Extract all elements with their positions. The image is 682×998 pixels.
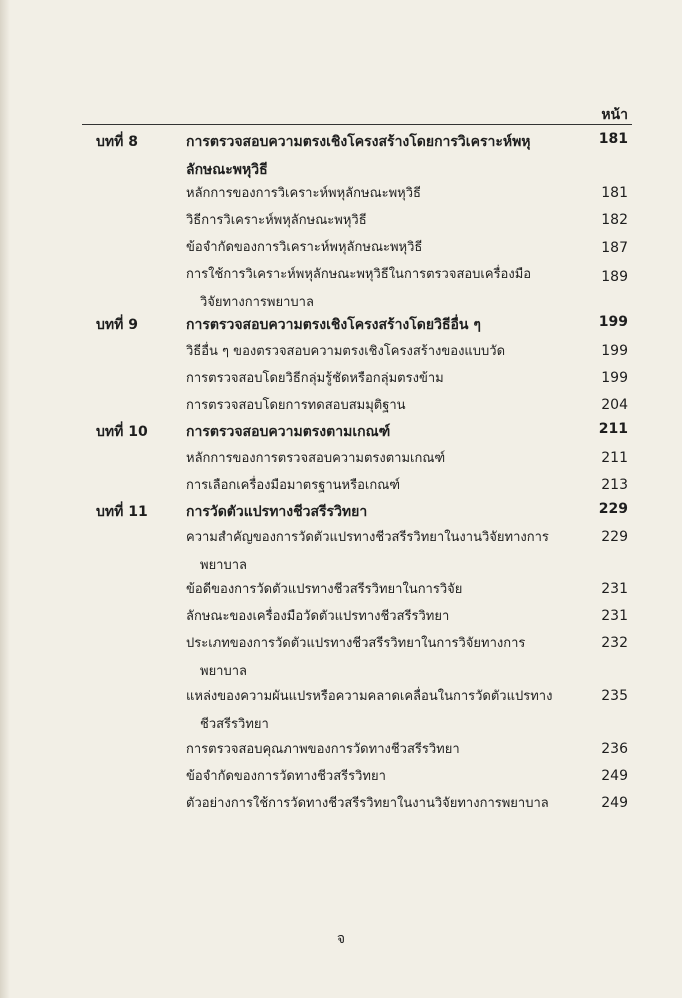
section-title-line: วิจัยทางการพยาบาล (200, 295, 314, 310)
chapter-title (186, 128, 566, 184)
page-number: 189 (601, 269, 628, 285)
section-title (186, 234, 576, 262)
section-title-line: การเลือกเครื่องมือมาตรฐานหรือเกณฑ์ (186, 478, 401, 493)
section-title-line: ข้อจำกัดของการวัดทางชีวสรีรวิทยา (186, 769, 386, 784)
section-title (186, 524, 576, 580)
chapter-title (186, 498, 566, 526)
page-number: 204 (601, 397, 628, 413)
page-number: 213 (601, 477, 628, 493)
section-title (186, 261, 576, 317)
section-title-line: ตัวอย่างการใช้การวัดทางชีวสรีรวิทยาในงานวิจัยทางการพยาบาล (186, 796, 549, 811)
section-title-line: ลักษณะของเครื่องมือวัดตัวแปรทางชีวสรีรวิทยา (186, 609, 450, 624)
section-title (186, 576, 576, 604)
section-title (186, 472, 576, 500)
page-number: 211 (601, 450, 628, 466)
chapter-title (186, 311, 566, 339)
section-title-line: ชีวสรีรวิทยา (200, 717, 269, 732)
chapter-label: บทที่ 10 (96, 424, 148, 440)
section-title-line: การใช้การวิเคราะห์พหุลักษณะพหุวิธีในการตรวจสอบเครื่องมือ (186, 267, 532, 282)
page-number: 232 (601, 635, 628, 651)
section-title-line: พยาบาล (200, 558, 248, 573)
section-title (186, 763, 576, 791)
section-title-line: วิธีอื่น ๆ ของตรวจสอบความตรงเชิงโครงสร้างของแบบวัด (186, 344, 506, 359)
section-title-line: ข้อดีของการวัดตัวแปรทางชีวสรีรวิทยาในการวิจัย (186, 582, 463, 597)
section-title (186, 180, 576, 208)
chapter-title-line: การตรวจสอบความตรงตามเกณฑ์ (186, 424, 391, 440)
page-number: 181 (601, 185, 628, 201)
chapter-label: บทที่ 8 (96, 134, 138, 150)
section-title-line: พยาบาล (200, 664, 248, 679)
page-column-header: หน้า (601, 107, 628, 123)
page-number: 231 (601, 581, 628, 597)
section-title (186, 630, 576, 686)
header-rule (82, 124, 632, 125)
section-title-line: แหล่งของความผันแปรหรือความคลาดเคลื่อนในการวัดตัวแปรทาง (186, 689, 553, 704)
section-title-line: หลักการของการวิเคราะห์พหุลักษณะพหุวิธี (186, 186, 421, 201)
section-title-line: ความสำคัญของการวัดตัวแปรทางชีวสรีรวิทยาในงานวิจัยทางการ (186, 530, 549, 545)
chapter-label: บทที่ 9 (96, 317, 138, 333)
page-number: 229 (598, 501, 628, 517)
section-title-line: การตรวจสอบโดยวิธีกลุ่มรู้ชัดหรือกลุ่มตรงข้าม (186, 371, 444, 386)
page-number: 187 (601, 240, 628, 256)
section-title-line: ข้อจำกัดของการวิเคราะห์พหุลักษณะพหุวิธี (186, 240, 423, 255)
page-number: 199 (598, 314, 628, 330)
section-title (186, 790, 576, 818)
chapter-title (186, 418, 566, 446)
section-title-line: การตรวจสอบคุณภาพของการวัดทางชีวสรีรวิทยา (186, 742, 460, 757)
chapter-label: บทที่ 11 (96, 504, 148, 520)
page-number: 236 (601, 741, 628, 757)
section-title (186, 207, 576, 235)
page-number: 231 (601, 608, 628, 624)
section-title-line: การตรวจสอบโดยการทดสอบสมมุติฐาน (186, 398, 406, 413)
page-number: 229 (601, 529, 628, 545)
page-edge (0, 0, 10, 998)
page-number: 249 (601, 768, 628, 784)
section-title (186, 683, 576, 739)
section-title-line: หลักการของการตรวจสอบความตรงตามเกณฑ์ (186, 451, 446, 466)
page-number: 199 (601, 343, 628, 359)
section-title-line: ประเภทของการวัดตัวแปรทางชีวสรีรวิทยาในการวิจัยทางการ (186, 636, 526, 651)
chapter-title-line: ลักษณะพหุวิธี (186, 162, 268, 178)
chapter-title-line: การวัดตัวแปรทางชีวสรีรวิทยา (186, 504, 368, 520)
chapter-title-line: การตรวจสอบความตรงเชิงโครงสร้างโดยการวิเคราะห์พหุ (186, 134, 531, 150)
chapter-title-line: การตรวจสอบความตรงเชิงโครงสร้างโดยวิธีอื่น ๆ (186, 317, 481, 333)
page-number: 235 (601, 688, 628, 704)
section-title (186, 736, 576, 764)
page-number: 211 (598, 421, 628, 437)
page-number: 199 (601, 370, 628, 386)
section-title (186, 445, 576, 473)
page-number: 249 (601, 795, 628, 811)
page-footer-mark: จ (336, 931, 346, 947)
page-number: 181 (598, 131, 628, 147)
section-title (186, 392, 576, 420)
page-number: 182 (601, 212, 628, 228)
section-title (186, 603, 576, 631)
section-title (186, 338, 576, 366)
section-title-line: วิธีการวิเคราะห์พหุลักษณะพหุวิธี (186, 213, 367, 228)
section-title (186, 365, 576, 393)
